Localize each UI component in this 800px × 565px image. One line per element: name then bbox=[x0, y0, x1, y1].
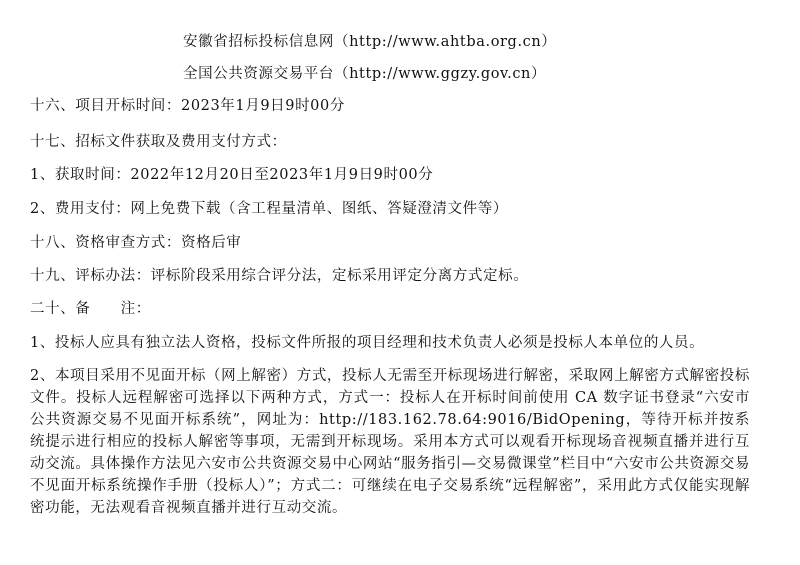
item-qualification-review: 十八、资格审查方式：资格后审 bbox=[30, 235, 242, 251]
item-remark-1: 1、投标人应具有独立法人资格，投标文件所报的项目经理和技术负责人必须是投标人本单位的人员。 bbox=[30, 335, 705, 351]
item-bid-opening-time: 十六、项目开标时间：2023年1月9日9时00分 bbox=[30, 98, 345, 114]
item-fee-payment: 2、费用支付：网上免费下载（含工程量清单、图纸、答疑澄清文件等） bbox=[30, 201, 508, 217]
item-remarks-heading: 二十、备 注： bbox=[30, 301, 151, 317]
item-remark-2-paragraph: 2、本项目采用不见面开标（网上解密）方式，投标人无需至开标现场进行解密，采取网上解密方式解密投标文件。投标人远程解密可选择以下两种方式，方式一：投标人在开标时间前使用 CA 数字证书登录“六安市公共资源交易不见面开标系统”，网址为：http://183.162.78.64:9016/BidOpening，等待开标并按系统提示进行相应的投标人解密等事项，无需到开标现场。采用本方式可以观看开标现场音视频直播并进行互动交流。具体操作方法见六安市公共资源交易中心网站“服务指引—交易微课堂”栏目中“六安市公共资源交易不见面开标系统操作手册（投标人）”；方式二：可继续在电子交易系统“远程解密”，采用此方式仅能实现解密功能，无法观看音视频直播并进行互动交流。 bbox=[30, 368, 750, 516]
item-evaluation-method: 十九、评标办法：评标阶段采用综合评分法，定标采用评定分离方式定标。 bbox=[30, 268, 529, 284]
item-doc-acquisition-heading: 十七、招标文件获取及费用支付方式： bbox=[30, 134, 287, 150]
item-acquisition-time: 1、获取时间：2022年12月20日至2023年1月9日9时00分 bbox=[30, 167, 434, 183]
site-line-ggzy: 全国公共资源交易平台（http://www.ggzy.gov.cn） bbox=[183, 66, 547, 82]
site-line-ahtba: 安徽省招标投标信息网（http://www.ahtba.org.cn） bbox=[183, 34, 557, 50]
